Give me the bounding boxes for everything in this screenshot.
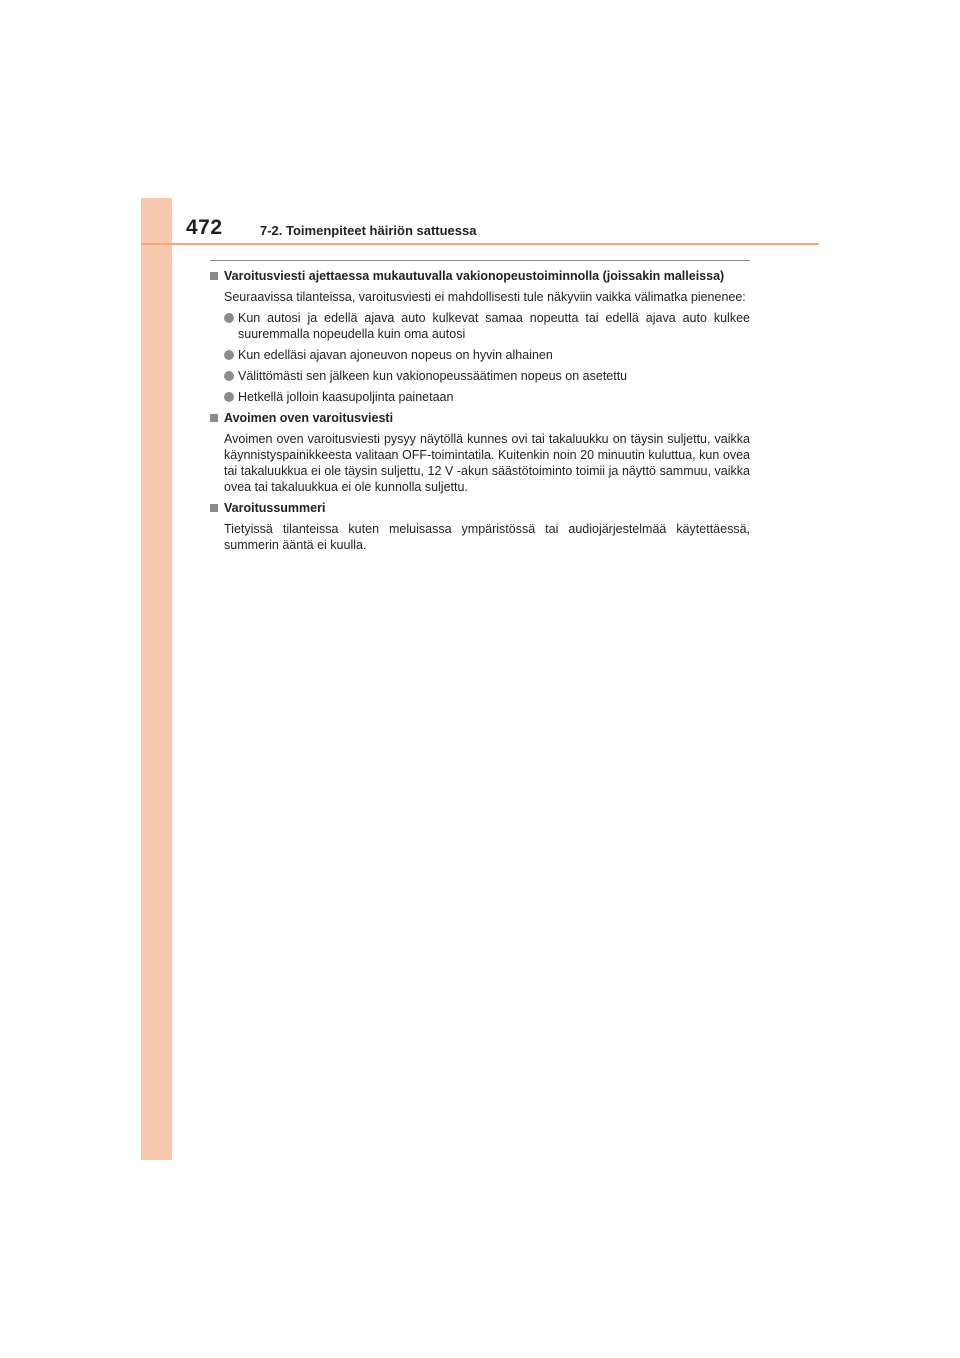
section-divider [210, 260, 750, 261]
list-item [238, 368, 750, 384]
side-color-band [141, 198, 172, 1160]
section-paragraph: Seuraavissa tilanteissa, varoitusviesti ei mahdollisesti tule näkyviin vaikka välimatka pienenee: [224, 290, 746, 304]
list-item-text: Kun autosi ja edellä ajava auto kulkevat samaa nopeutta tai edellä ajava auto kulkee suuremmalla nopeudella kuin oma autosi [238, 311, 750, 341]
round-bullet-icon [224, 350, 234, 360]
section-heading-text: Varoitussummeri [224, 501, 326, 515]
list-item [238, 310, 750, 342]
section-paragraph: Avoimen oven varoitusviesti pysyy näytöllä kunnes ovi tai takaluukku on täysin suljettu, vaikka käynnistyspainikkeesta valitaan OFF-toimintatila. Kuitenkin noin 20 minuutin kuluttua, kun ovea tai takaluukkua ei ole täysin suljettu, 12 V -akun säästötoiminto toimii ja näyttö sammuu, vaikka ovea tai takaluukkua ei ole kunnolla suljettu. [224, 432, 750, 494]
list-item-text: Välittömästi sen jälkeen kun vakionopeussäätimen nopeus on asetettu [238, 369, 628, 383]
list-item-text: Kun edelläsi ajavan ajoneuvon nopeus on hyvin alhainen [238, 348, 553, 362]
round-bullet-icon [224, 371, 234, 381]
chapter-title: 7-2. Toimenpiteet häiriön sattuessa [260, 223, 477, 238]
square-bullet-icon [210, 272, 218, 280]
page-header [141, 198, 819, 246]
header-divider [141, 243, 819, 245]
list-item-text: Hetkellä jolloin kaasupoljinta painetaan [238, 390, 454, 404]
page-body [210, 268, 750, 558]
square-bullet-icon [210, 504, 218, 512]
square-bullet-icon [210, 414, 218, 422]
list-item [238, 347, 750, 363]
round-bullet-icon [224, 392, 234, 402]
section-paragraph: Tietyissä tilanteissa kuten meluisassa ympäristössä tai audiojärjestelmää käytettäessä, summerin ääntä ei kuulla. [224, 522, 750, 552]
section-heading-open-door-warning [210, 410, 750, 426]
section-heading-text: Varoitusviesti ajettaessa mukautuvalla vakionopeustoiminnolla (joissakin malleissa) [224, 269, 725, 283]
section-heading-adaptive-cruise-warning [210, 268, 750, 284]
section-heading-text: Avoimen oven varoitusviesti [224, 411, 394, 425]
section-heading-warning-buzzer [210, 500, 750, 516]
page-number: 472 [186, 216, 223, 239]
list-item [238, 389, 750, 405]
round-bullet-icon [224, 313, 234, 323]
